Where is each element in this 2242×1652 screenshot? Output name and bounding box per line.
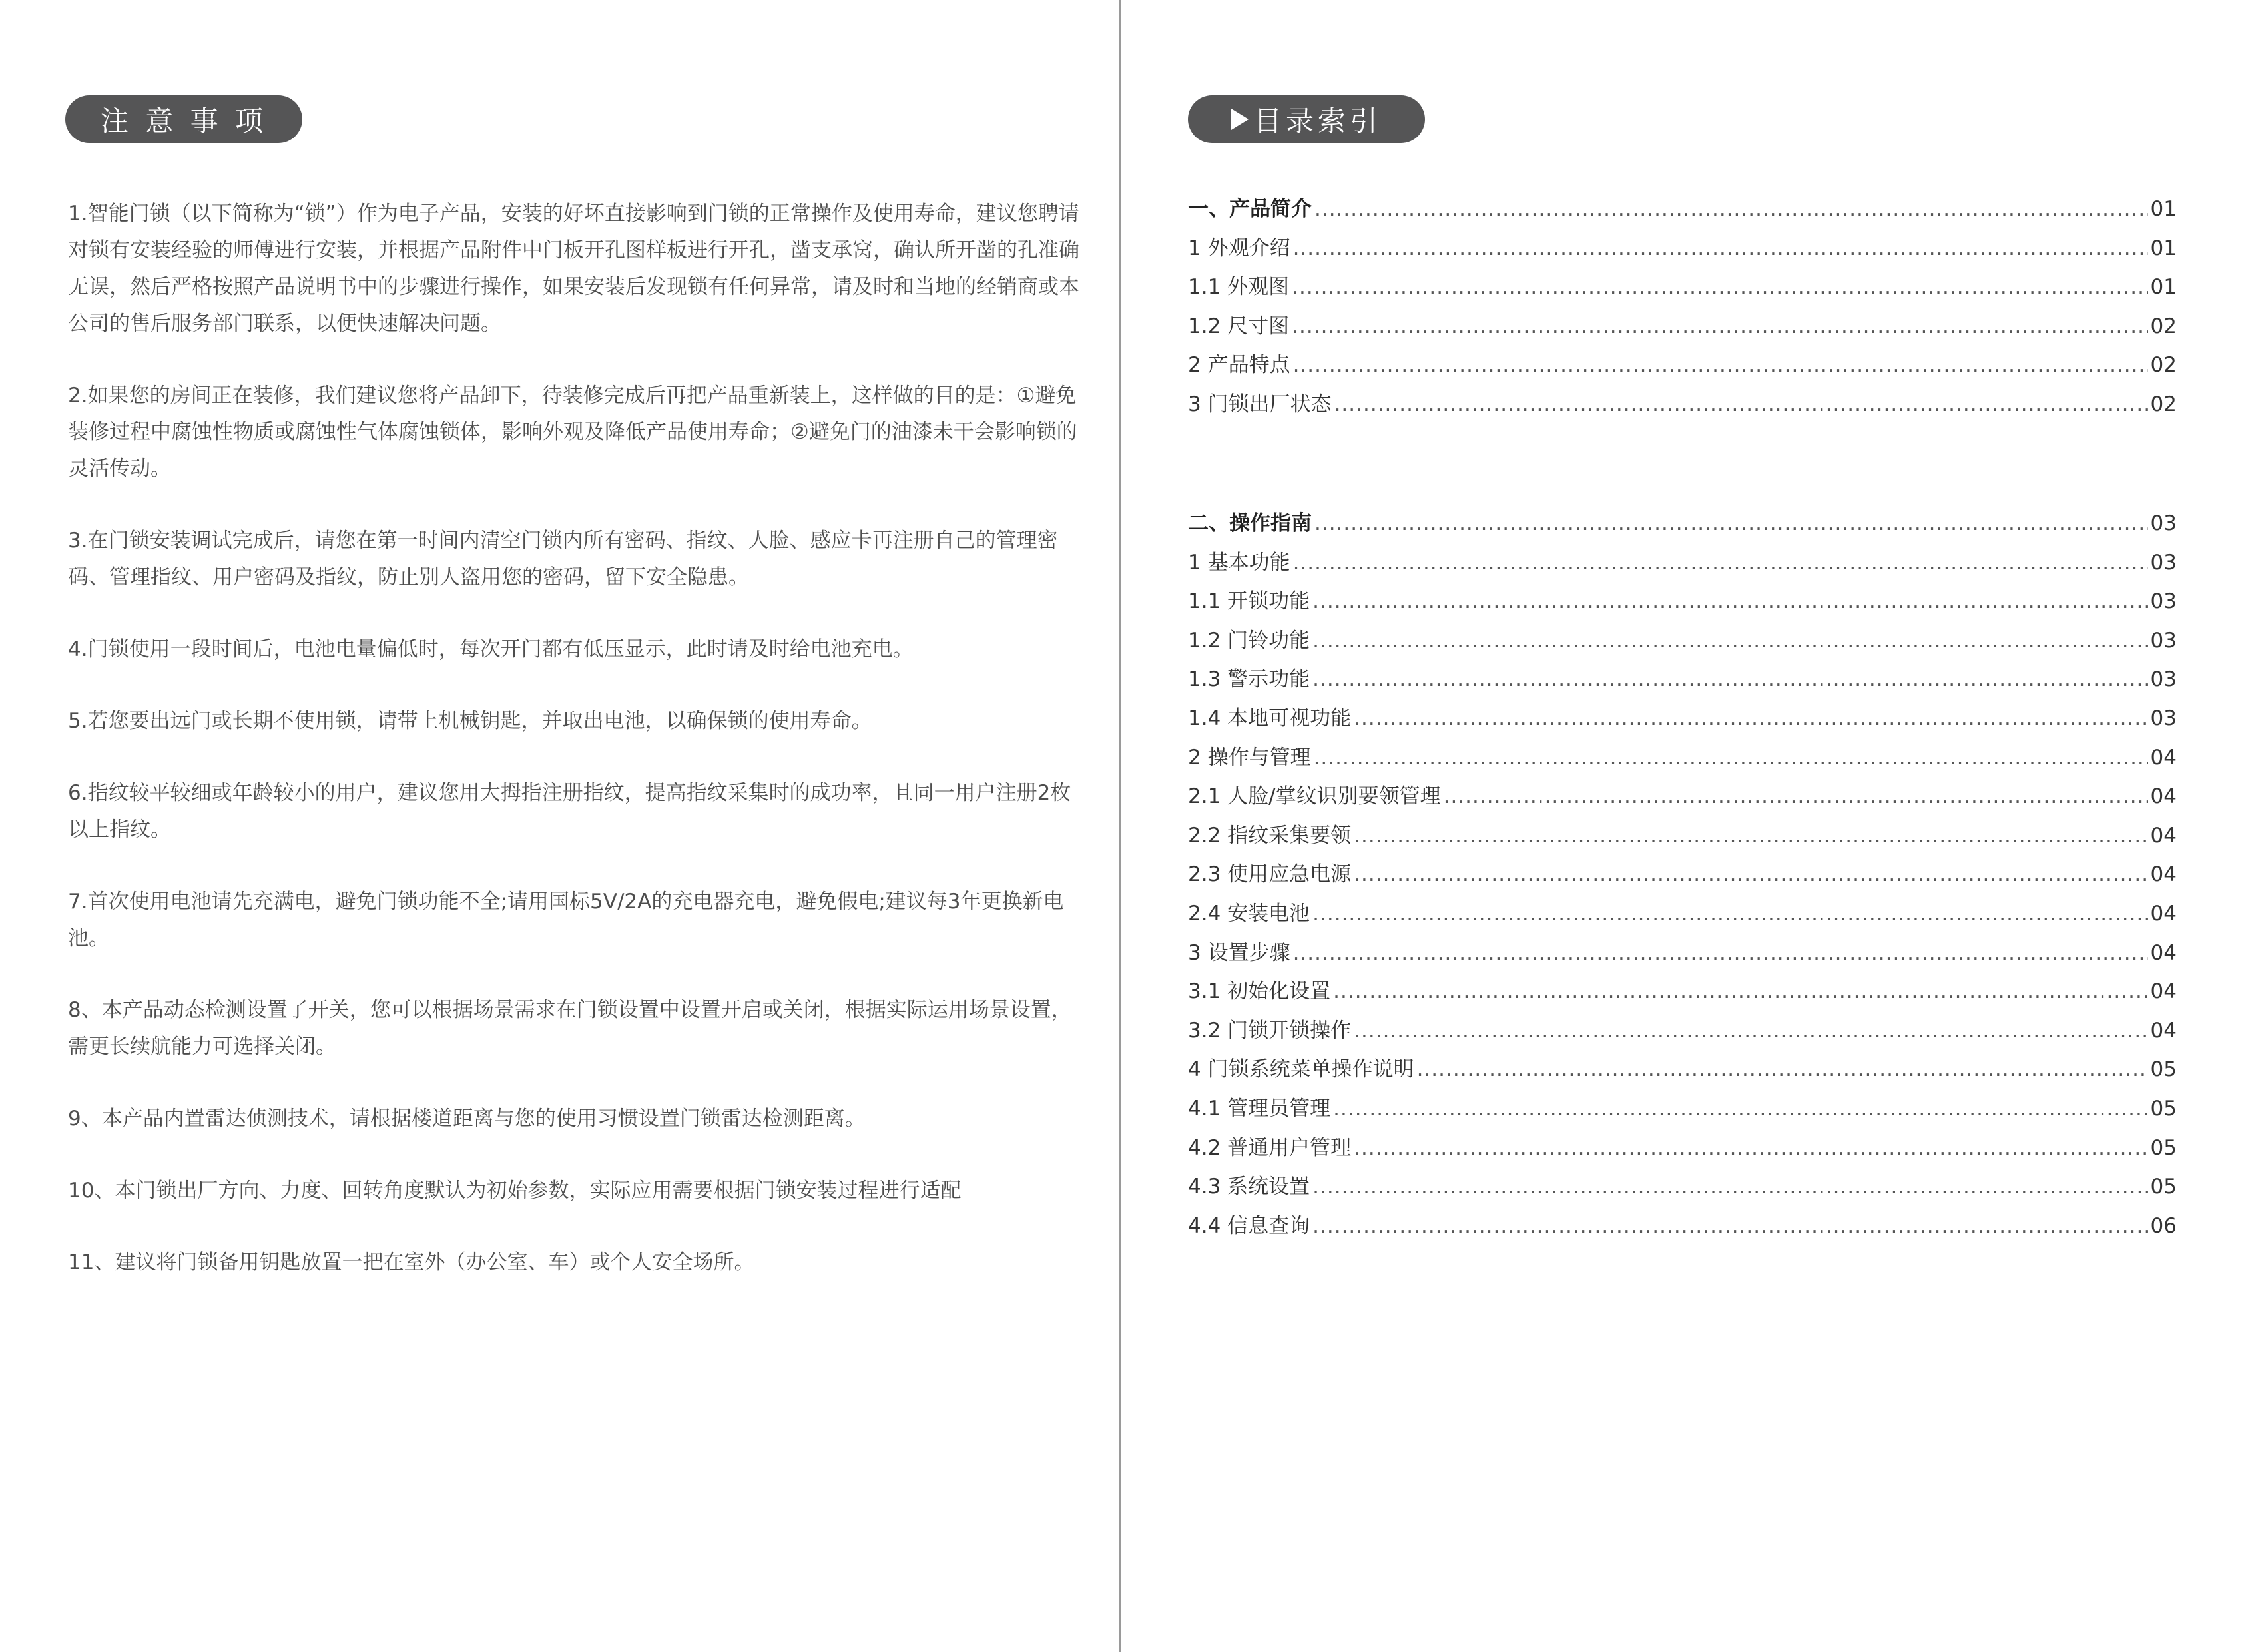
toc-dot-leader bbox=[1417, 1057, 2148, 1081]
toc-entry[interactable] bbox=[1188, 818, 2177, 858]
toc-dot-leader bbox=[1293, 551, 2148, 575]
toc-entry-label: 3 设置步骤 bbox=[1188, 940, 1290, 965]
toc-entry[interactable] bbox=[1188, 740, 2177, 780]
notice-heading: 注 意 事 项 bbox=[100, 105, 268, 137]
notice-item-7: 7.首次使用电池请先充满电，避免门锁功能不全;请用国标5V/2A的充电器充电，避免假电;建议每3年更换新电池。 bbox=[68, 890, 1064, 950]
toc-dot-leader bbox=[1314, 511, 2148, 535]
notice-item-6: 6.指纹较平较细或年龄较小的用户，建议您用大拇指注册指纹，提高指纹采集时的成功率，且同一用户注册2枚以上指纹。 bbox=[68, 781, 1071, 842]
toc-entry-page-number: 01 bbox=[2150, 275, 2177, 300]
toc-dot-leader bbox=[1292, 314, 2147, 338]
toc-dot-leader bbox=[1312, 902, 2147, 926]
toc-entry[interactable] bbox=[1188, 701, 2177, 740]
toc-entry-label: 4.2 普通用户管理 bbox=[1188, 1135, 1352, 1160]
toc-entry[interactable] bbox=[1188, 1169, 2177, 1209]
toc-entry-page-number: 05 bbox=[2150, 1135, 2177, 1160]
toc-dot-leader bbox=[1334, 392, 2148, 416]
toc-entry[interactable] bbox=[1188, 662, 2177, 701]
toc-entry[interactable] bbox=[1188, 387, 2177, 426]
toc-entry-label: 4 门锁系统菜单操作说明 bbox=[1188, 1057, 1414, 1082]
toc-entry[interactable] bbox=[1188, 1013, 2177, 1053]
toc-entry-page-number: 03 bbox=[2150, 628, 2177, 653]
toc-dot-leader bbox=[1333, 1097, 2147, 1121]
toc-entry-page-number: 04 bbox=[2150, 784, 2177, 809]
toc-entry[interactable] bbox=[1188, 1131, 2177, 1170]
toc-heading: 目录索引 bbox=[1253, 105, 1382, 137]
toc-entry-page-number: 02 bbox=[2150, 353, 2177, 378]
toc-entry-page-number: 01 bbox=[2150, 197, 2177, 221]
toc-entry-label: 2 操作与管理 bbox=[1188, 745, 1311, 770]
toc-entry-label: 2.4 安装电池 bbox=[1188, 901, 1310, 926]
toc-entry-label: 2.1 人脸/掌纹识别要领管理 bbox=[1188, 784, 1441, 809]
toc-entry[interactable] bbox=[1188, 584, 2177, 623]
toc-entry-label: 2.3 使用应急电源 bbox=[1188, 862, 1352, 887]
toc-dot-leader bbox=[1293, 353, 2148, 377]
toc-dot-leader bbox=[1312, 1214, 2147, 1238]
toc-entry[interactable] bbox=[1188, 309, 2177, 348]
toc-entry[interactable] bbox=[1188, 623, 2177, 663]
toc-entry-page-number: 02 bbox=[2150, 314, 2177, 338]
toc-entry-page-number: 03 bbox=[2150, 706, 2177, 730]
toc-dot-leader bbox=[1444, 784, 2148, 808]
toc-entry-page-number: 05 bbox=[2150, 1096, 2177, 1121]
toc-dot-leader bbox=[1354, 862, 2147, 886]
toc-dot-leader bbox=[1354, 824, 2147, 848]
toc-entry[interactable] bbox=[1188, 779, 2177, 818]
toc-dot-leader bbox=[1293, 236, 2148, 260]
toc-heading-badge bbox=[1188, 95, 1425, 143]
toc-entry[interactable] bbox=[1188, 231, 2177, 270]
toc-entry-label: 1 外观介绍 bbox=[1188, 236, 1290, 260]
toc-dot-leader bbox=[1314, 746, 2148, 770]
toc-entry-page-number: 04 bbox=[2150, 745, 2177, 770]
toc-entry-page-number: 05 bbox=[2150, 1057, 2177, 1082]
notice-item-8: 8、本产品动态检测设置了开关，您可以根据场景需求在门锁设置中设置开启或关闭，根据实际运用场景设置，需更长续航能力可选择关闭。 bbox=[68, 998, 1072, 1059]
toc-entry-label: 2.2 指纹采集要领 bbox=[1188, 823, 1352, 848]
toc-entry-page-number: 04 bbox=[2150, 823, 2177, 848]
notice-item-9: 9、本产品内置雷达侦测技术，请根据楼道距离与您的使用习惯设置门锁雷达检测距离。 bbox=[68, 1107, 866, 1131]
notice-item-10: 10、本门锁出厂方向、力度、回转角度默认为初始参数，实际应用需要根据门锁安装过程进行适配 bbox=[68, 1179, 962, 1203]
toc-entry[interactable] bbox=[1188, 1052, 2177, 1091]
notice-item-4: 4.门锁使用一段时间后，电池电量偏低时，每次开门都有低压显示，此时请及时给电池充电。 bbox=[68, 637, 914, 661]
toc-entry-label: 1.2 尺寸图 bbox=[1188, 314, 1290, 338]
toc-dot-leader bbox=[1354, 706, 2147, 730]
notice-item-1: 1.智能门锁（以下简称为“锁”）作为电子产品，安装的好坏直接影响到门锁的正常操作及使用寿命，建议您聘请对锁有安装经验的师傅进行安装，并根据产品附件中门板开孔图样板进行开孔，凿支承窝，确认所开凿的孔准确无误，然后严格按照产品说明书中的步骤进行操作，如果安装后发现锁有任何异常，请及时和当地的经销商或本公司的售后服务部门联系，以便快速解决问题。 bbox=[68, 202, 1079, 336]
book-spine-divider bbox=[1119, 0, 1121, 1652]
toc-entry-page-number: 05 bbox=[2150, 1175, 2177, 1199]
toc-section-heading[interactable] bbox=[1188, 506, 2177, 545]
toc-entry-page-number: 03 bbox=[2150, 589, 2177, 614]
toc-entry-label: 3.2 门锁开锁操作 bbox=[1188, 1018, 1352, 1043]
toc-entry-label: 2 产品特点 bbox=[1188, 353, 1290, 378]
notice-list bbox=[68, 196, 1080, 1316]
toc-dot-leader bbox=[1314, 197, 2148, 221]
toc-entry-label: 4.3 系统设置 bbox=[1188, 1175, 1310, 1199]
play-triangle-icon bbox=[1231, 109, 1249, 130]
toc-entry-label: 1.1 开锁功能 bbox=[1188, 589, 1310, 614]
toc-entry-page-number: 03 bbox=[2150, 511, 2177, 535]
toc-entry-page-number: 04 bbox=[2150, 979, 2177, 1004]
toc-dot-leader bbox=[1293, 941, 2148, 965]
toc-dot-leader bbox=[1312, 629, 2147, 653]
toc-dot-leader bbox=[1312, 667, 2147, 691]
notice-item-3: 3.在门锁安装调试完成后，请您在第一时间内清空门锁内所有密码、指纹、人脸、感应卡再注册自己的管理密码、管理指纹、用户密码及指纹，防止别人盗用您的密码，留下安全隐患。 bbox=[68, 529, 1058, 589]
toc-entry-label: 3.1 初始化设置 bbox=[1188, 979, 1331, 1004]
notice-item-2: 2.如果您的房间正在装修，我们建议您将产品卸下，待装修完成后再把产品重新装上，这样做的目的是：①避免装修过程中腐蚀性物质或腐蚀性气体腐蚀锁体，影响外观及降低产品使用寿命；②避免门的油漆未干会影响锁的灵活传动。 bbox=[68, 384, 1077, 481]
toc-section-product-intro bbox=[1188, 192, 2177, 426]
toc-entry-label: 4.4 信息查询 bbox=[1188, 1213, 1310, 1238]
toc-entry-label: 1 基本功能 bbox=[1188, 550, 1290, 575]
right-page bbox=[1122, 0, 2242, 1652]
toc-entry[interactable] bbox=[1188, 936, 2177, 975]
toc-entry-label: 3 门锁出厂状态 bbox=[1188, 392, 1332, 416]
toc-entry-label: 1.4 本地可视功能 bbox=[1188, 706, 1352, 730]
toc-entry-page-number: 01 bbox=[2150, 236, 2177, 260]
toc-dot-leader bbox=[1354, 1136, 2147, 1160]
notice-item-5: 5.若您要出远门或长期不使用锁，请带上机械钥匙，并取出电池，以确保锁的使用寿命。 bbox=[68, 709, 872, 733]
toc-entry-page-number: 04 bbox=[2150, 901, 2177, 926]
toc-entry[interactable] bbox=[1188, 857, 2177, 896]
toc-dot-leader bbox=[1312, 589, 2147, 613]
toc-entry[interactable] bbox=[1188, 974, 2177, 1013]
toc-entry-page-number: 03 bbox=[2150, 667, 2177, 692]
toc-dot-leader bbox=[1354, 1019, 2147, 1043]
toc-entry-label: 1.2 门铃功能 bbox=[1188, 628, 1310, 653]
toc-section-operation-guide bbox=[1188, 506, 2177, 1247]
toc-entry-page-number: 06 bbox=[2150, 1213, 2177, 1238]
toc-dot-leader bbox=[1333, 979, 2147, 1003]
toc-entry[interactable] bbox=[1188, 348, 2177, 387]
notice-heading-badge bbox=[65, 95, 302, 143]
toc-entry[interactable] bbox=[1188, 896, 2177, 936]
toc-entry-label: 4.1 管理员管理 bbox=[1188, 1096, 1331, 1121]
toc-entry-page-number: 04 bbox=[2150, 862, 2177, 887]
toc-entry-label: 1.1 外观图 bbox=[1188, 275, 1290, 300]
toc-entry-label: 一、产品简介 bbox=[1188, 197, 1312, 221]
toc-entry-label: 1.3 警示功能 bbox=[1188, 667, 1310, 692]
toc-entry[interactable] bbox=[1188, 545, 2177, 585]
toc-dot-leader bbox=[1292, 275, 2147, 299]
toc-entry-page-number: 04 bbox=[2150, 940, 2177, 965]
toc-section-heading[interactable] bbox=[1188, 192, 2177, 231]
toc-entry-label: 二、操作指南 bbox=[1188, 511, 1312, 535]
toc-entry-page-number: 02 bbox=[2150, 392, 2177, 416]
notice-item-11: 11、建议将门锁备用钥匙放置一把在室外（办公室、车）或个人安全场所。 bbox=[68, 1250, 755, 1274]
toc-entry[interactable] bbox=[1188, 270, 2177, 309]
toc-entry-page-number: 04 bbox=[2150, 1018, 2177, 1043]
toc-entry-page-number: 03 bbox=[2150, 550, 2177, 575]
toc-entry[interactable] bbox=[1188, 1091, 2177, 1131]
toc-dot-leader bbox=[1312, 1175, 2147, 1199]
toc-entry[interactable] bbox=[1188, 1209, 2177, 1248]
